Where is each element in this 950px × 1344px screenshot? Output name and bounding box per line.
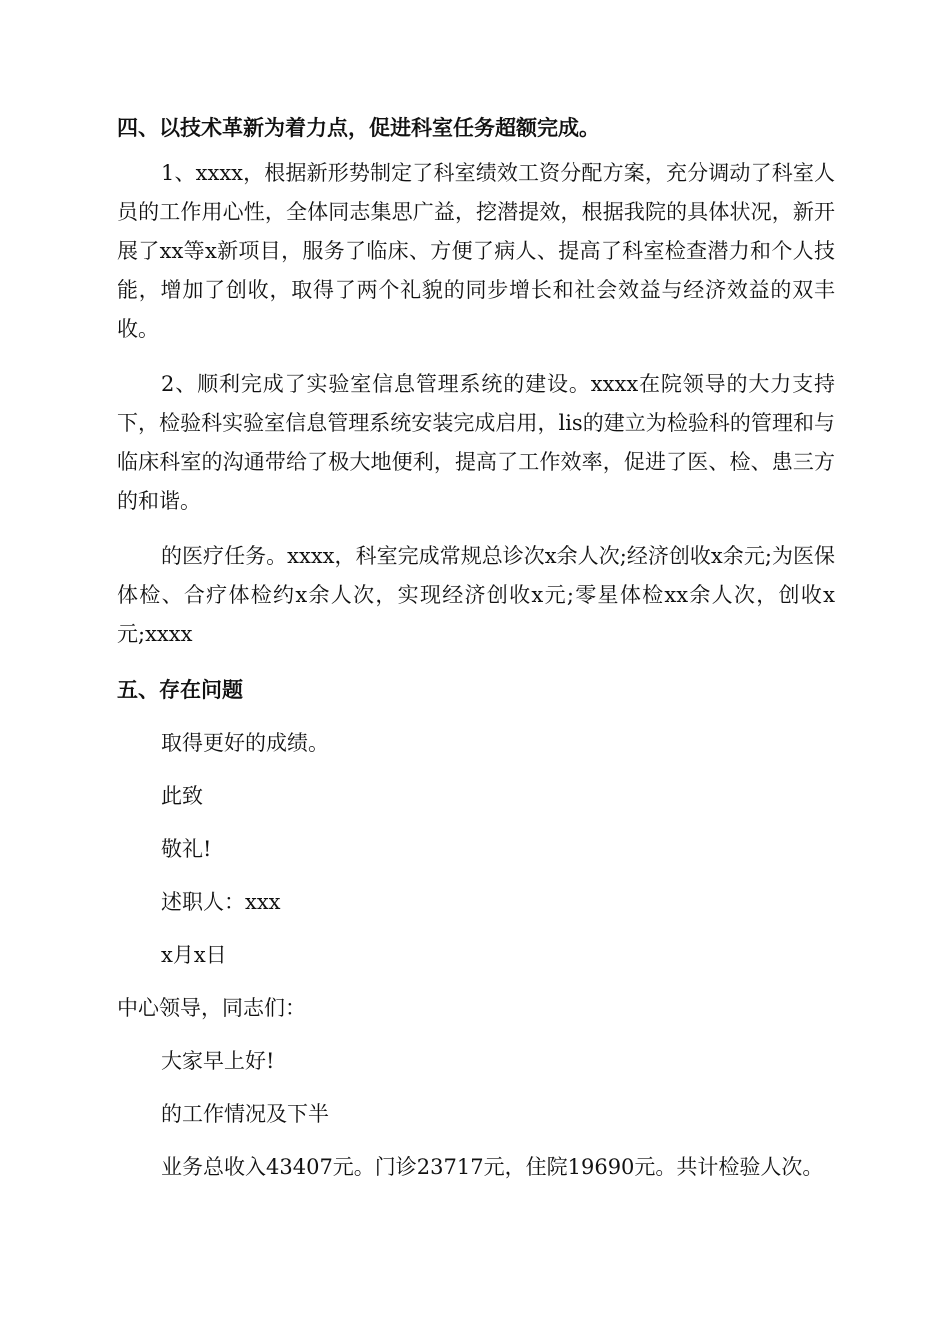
closing-phrase: 此致 [161, 784, 203, 808]
salutation: 中心领导，同志们： [117, 996, 306, 1020]
paragraph: 业务总收入43407元。门诊23717元，住院19690元。共计检验人次。 [161, 1155, 824, 1179]
greeting: 大家早上好! [161, 1049, 275, 1073]
paragraph: 的医疗任务。xxxx，科室完成常规总诊次x余人次;经济创收x余元;为医保体检、合疗体检约x余人次，实现经济创收x元;零星体检xx余人次，创收x元;xxxx [117, 544, 835, 646]
paragraph: 1、xxxx，根据新形势制定了科室绩效工资分配方案，充分调动了科室人员的工作用心性，全体同志集思广益，挖潜提效，根据我院的具体状况，新开展了xx等x新项目，服务了临床、方便了病人、提高了科室检查潜力和个人技能，增加了创收，取得了两个礼貌的同步增长和社会效益与经济效益的双丰收。 [117, 161, 835, 341]
document-body [117, 108, 835, 1187]
signature-line: 述职人：xxx [161, 890, 281, 914]
paragraph: 2、顺利完成了实验室信息管理系统的建设。xxxx在院领导的大力支持下，检验科实验室信息管理系统安装完成启用，lis的建立为检验科的管理和与临床科室的沟通带给了极大地便利，提高了工作效率，促进了医、检、患三方的和谐。 [117, 372, 835, 513]
paragraph: 的工作情况及下半 [161, 1102, 329, 1126]
date-line: x月x日 [161, 943, 227, 967]
section-heading-4: 四、以技术革新为着力点，促进科室任务超额完成。 [117, 116, 600, 140]
closing-phrase: 敬礼! [161, 837, 212, 861]
section-heading-5: 五、存在问题 [117, 678, 243, 702]
paragraph: 取得更好的成绩。 [161, 731, 329, 755]
